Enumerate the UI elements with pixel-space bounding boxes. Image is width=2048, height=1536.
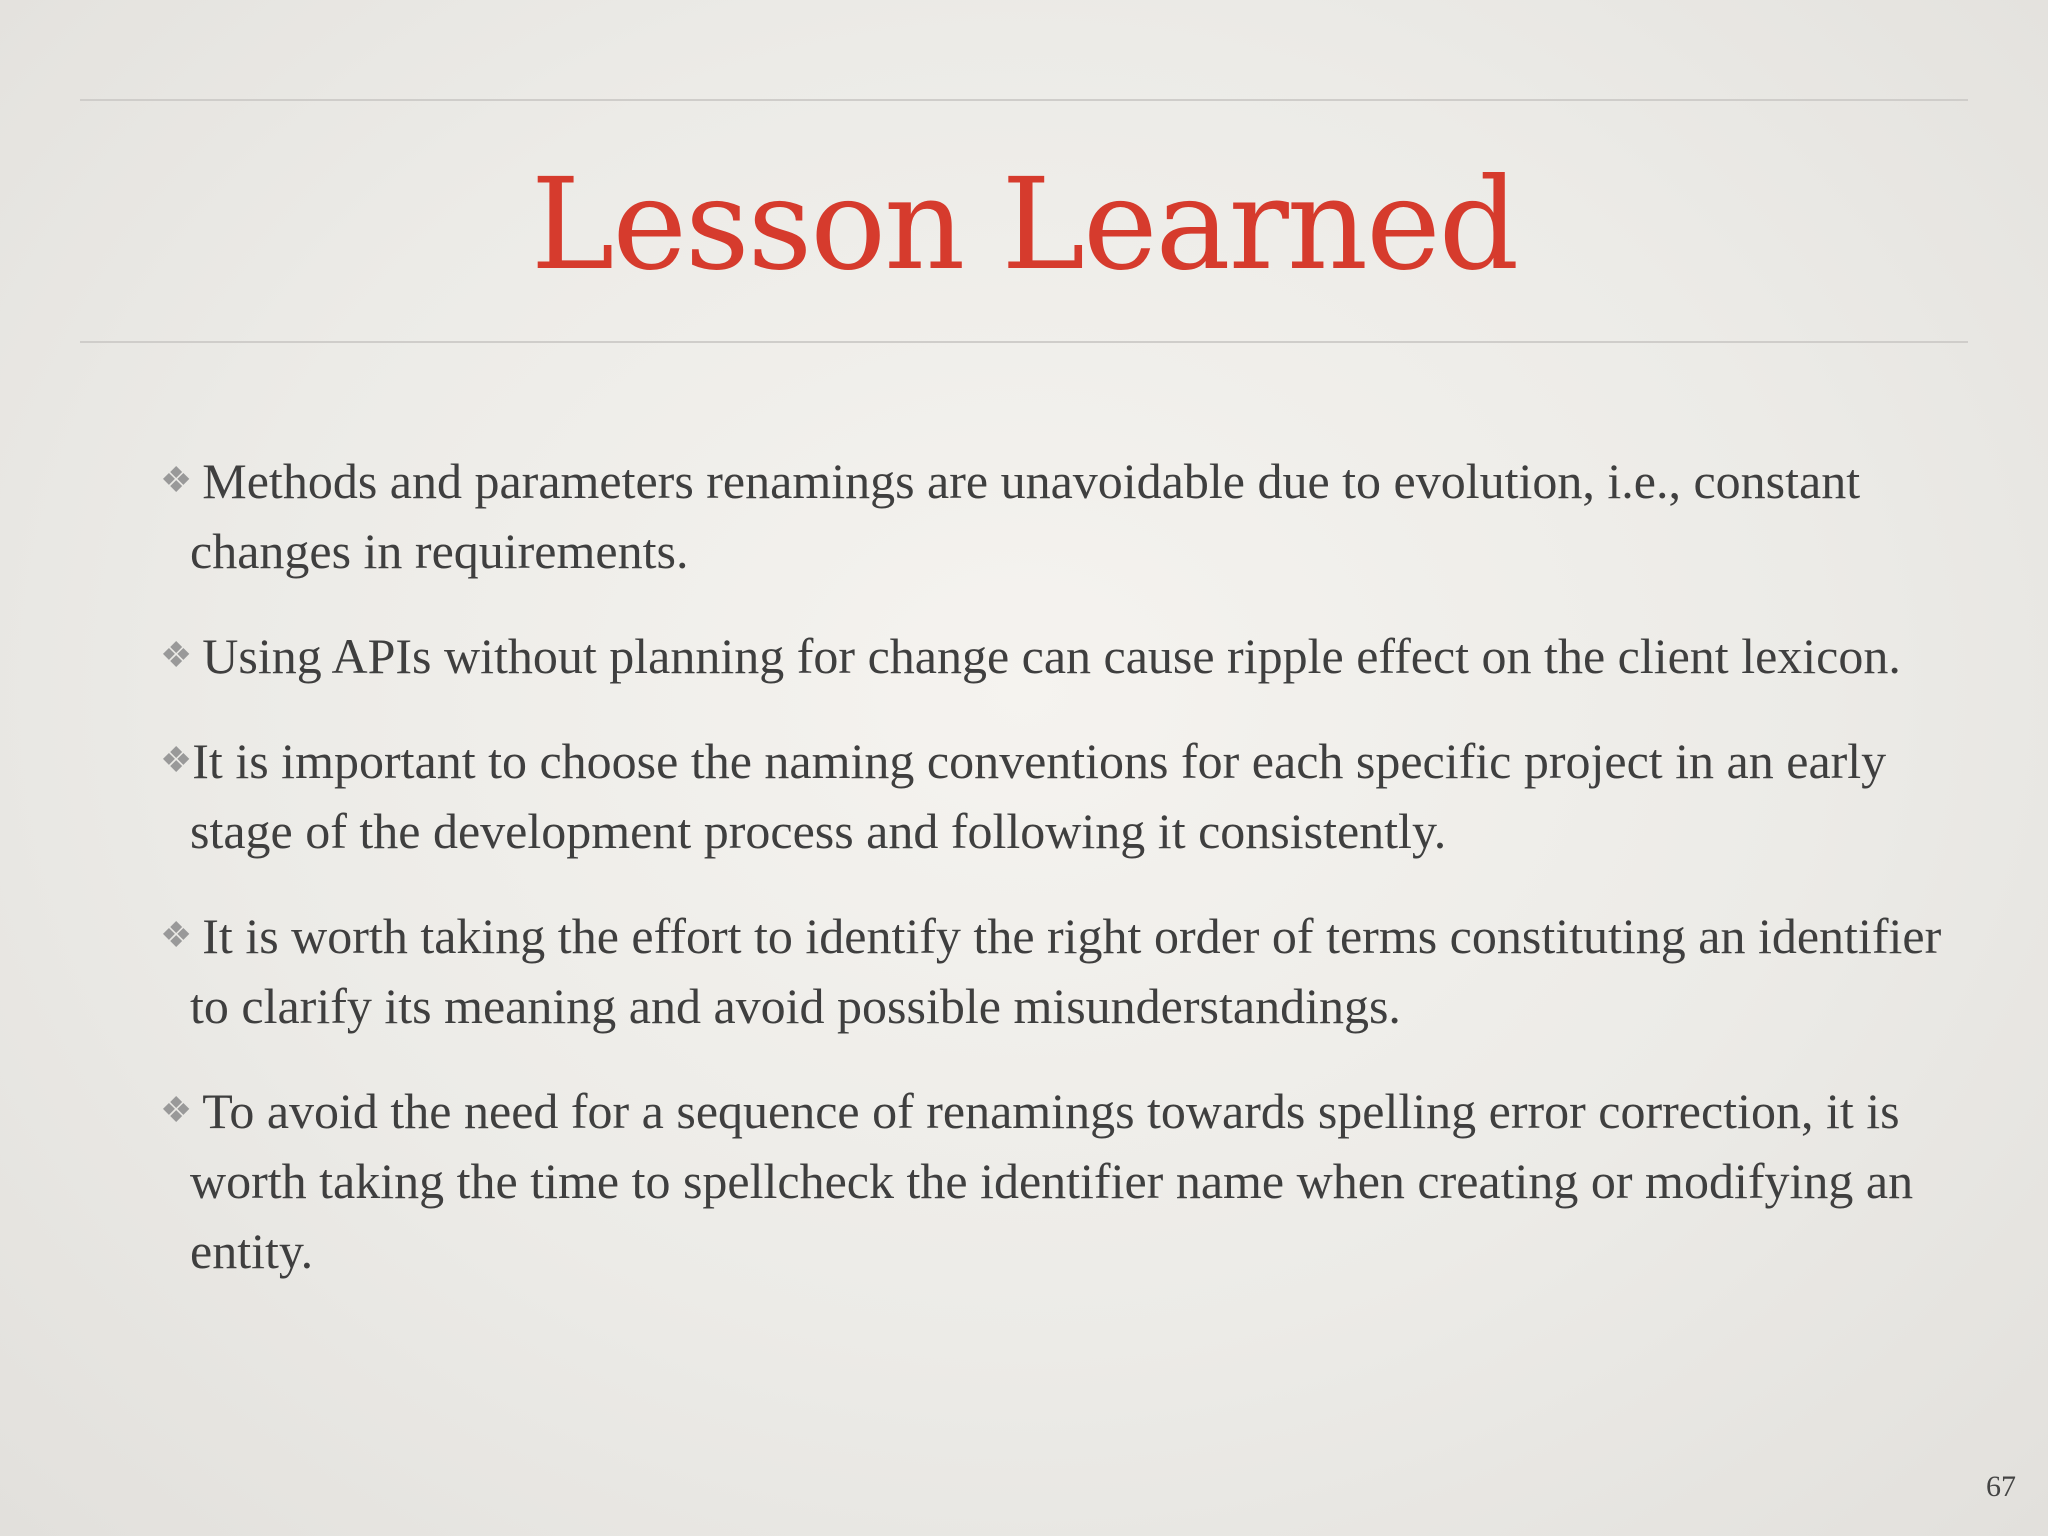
bullet-item [160, 725, 1980, 866]
bullet-item [160, 620, 1980, 691]
bullet-list [160, 445, 1980, 1320]
diamond-bullet-icon: ❖ [160, 915, 193, 955]
diamond-bullet-icon: ❖ [160, 635, 193, 675]
title-top-rule [80, 99, 1968, 101]
bullet-text: Using APIs without planning for change can cause ripple effect on the client lexicon. [202, 628, 1901, 684]
diamond-bullet-icon: ❖ [160, 740, 193, 780]
title-bottom-rule [80, 341, 1968, 343]
bullet-item [160, 445, 1980, 586]
bullet-text: It is important to choose the naming conventions for each specific project in an early stage of the development process and following it consistently. [190, 733, 1887, 859]
bullet-text: It is worth taking the effort to identify the right order of terms constituting an identifier to clarify its meaning and avoid possible misunderstandings. [190, 908, 1942, 1034]
slide-title: Lesson Learned [530, 151, 1518, 298]
bullet-item [160, 1075, 1980, 1286]
diamond-bullet-icon: ❖ [160, 1090, 193, 1130]
bullet-text: To avoid the need for a sequence of renamings towards spelling error correction, it is worth taking the time to spellcheck the identifier name when creating or modifying an entity. [190, 1083, 1914, 1279]
diamond-bullet-icon: ❖ [160, 460, 193, 500]
page-number: 67 [1986, 1470, 2016, 1503]
bullet-text: Methods and parameters renamings are unavoidable due to evolution, i.e., constant changes in requirements. [190, 453, 1861, 579]
bullet-item [160, 900, 1980, 1041]
